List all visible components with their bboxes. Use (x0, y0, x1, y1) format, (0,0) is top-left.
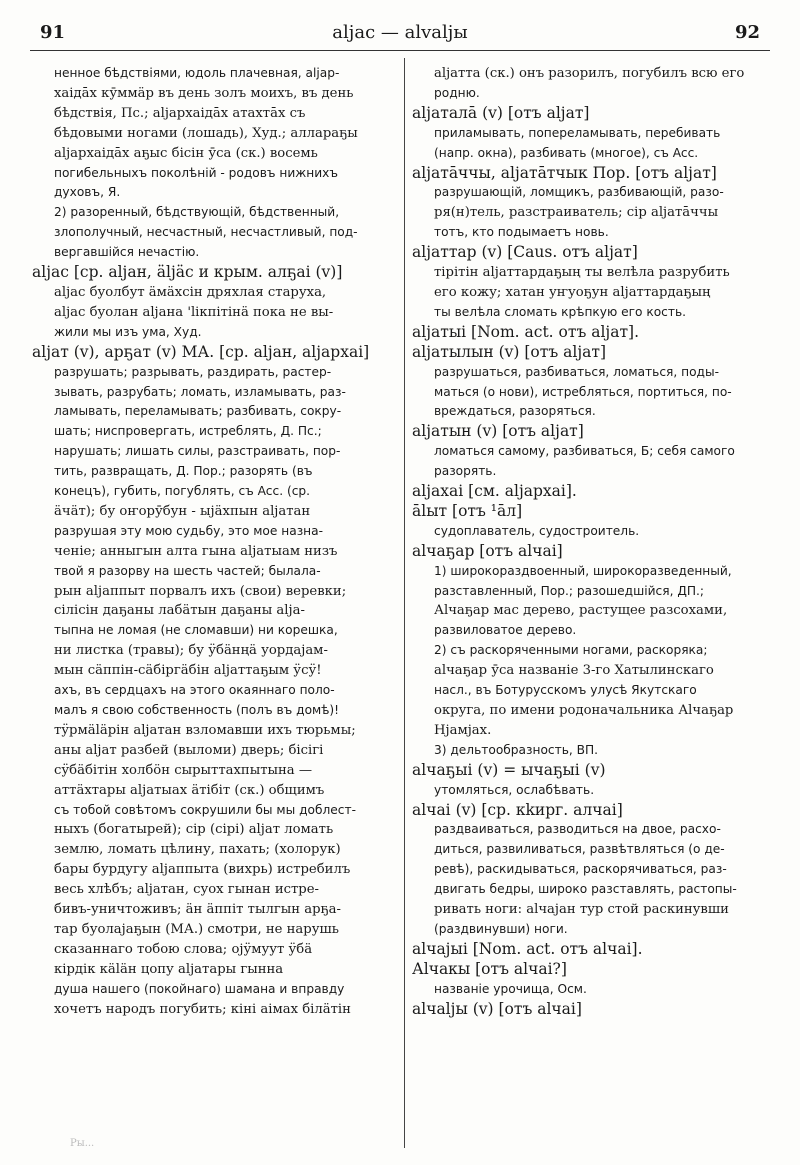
dictionary-text-line: аlчаҕар ӯса названіе 3-го Хатылинскаго (434, 663, 714, 679)
dictionary-text-line: 2) разоренный, бѣдствующій, бѣдственный, (54, 205, 340, 220)
dictionary-text-line: жили мы изъ ума, Худ. (54, 324, 202, 339)
dictionary-text-line: aljac буолбут ӓмӓхсін дряхлая старуха, (54, 284, 327, 300)
dictionary-text-line: сілісін даҕаны лабӓтын даҕаны аlја- (54, 603, 305, 619)
dictionary-text-line: ныхъ (богатырей); сір (сірі) аlјат ломать (54, 822, 334, 838)
dictionary-text-line: разорять. (434, 464, 497, 479)
right-column (412, 64, 762, 1020)
dictionary-text-line: aljac буолан аlјана 'lікпітінӓ пока не вы- (54, 304, 334, 320)
dictionary-text-line: родню. (434, 85, 480, 100)
dictionary-text-line: названіе урочища, Осм. (434, 981, 587, 996)
dictionary-text-line: весь хлѣбъ; аlјатан, суох гынан истре- (54, 882, 320, 898)
dictionary-headword-line: аlчаҕар [отъ аlчаі] (412, 541, 563, 560)
dictionary-text-line: злополучный, несчастный, несчастливый, под- (54, 225, 358, 240)
dictionary-text-line: разставленный, Пор.; разошедшійся, ДП.; (434, 583, 704, 598)
dictionary-text-line: бѣдствія, Пс.; аlјархаідāх атахтāх съ (54, 105, 306, 121)
dictionary-headword-line: аlчајыі [Nom. act. отъ аlчаі]. (412, 939, 643, 958)
dictionary-text-line: аlјархаідāх аҕыс бісін ӯса (ск.) восемь (54, 145, 318, 161)
dictionary-text-line: мын сӓппін-сӓбіргӓбін аlјаттаҕым ӱсӱ! (54, 663, 322, 679)
column-divider (404, 58, 405, 1148)
dictionary-headword-line: аlчаҕыі (v) = ычаҕыі (v) (412, 760, 606, 779)
dictionary-text-line: утомляться, ослабѣвать. (434, 782, 595, 797)
dictionary-headword-line: аlјаттар (v) [Caus. отъ аlјат] (412, 243, 638, 262)
dictionary-text-line: ря(н)тель, разстраиватель; сір аlјатāччы (434, 205, 719, 221)
dictionary-text-line: ненное бѣдствіями, юдоль плачевная, аlјар- (54, 66, 340, 80)
dictionary-text-line: съ тобой совѣтомъ сокрушили бы мы доблест- (54, 802, 356, 817)
dictionary-text-line: зывать, разрубать; ломать, изламывать, раз- (54, 384, 346, 399)
dictionary-text-line: его кожу; хатан уҥуоҕун аlјаттардаҕың (434, 284, 711, 300)
dictionary-text-line: разрушая эту мою судьбу, это мое назна- (54, 523, 324, 538)
dictionary-text-line: нарушать; лишать силы, разстраивать, пор- (54, 444, 341, 459)
dictionary-text-line: хочетъ народъ погубить; кіні аімах білӓтін (54, 1001, 351, 1017)
dictionary-text-line: душа нашего (покойнаго) шамана и вправду (54, 981, 345, 996)
dictionary-text-line: погибельныхъ поколѣній - родовъ нижнихъ (54, 165, 338, 180)
dictionary-text-line: раздваиваться, разводиться на двое, расхо- (434, 822, 721, 837)
dictionary-headword-line: alјат (v), арҕат (v) МА. [ср. аlјан, аlјархаі] (32, 342, 370, 361)
page-header (30, 18, 770, 51)
footer-mark: Ры... (70, 1138, 95, 1149)
dictionary-text-line: 1) широкораздвоенный, широкоразведенный, (434, 563, 732, 578)
dictionary-headword-line: aljac [ср. аlјан, ӓlјӓс и крым. алҕаі (v)] (32, 263, 343, 282)
page-number-left: 91 (40, 22, 66, 43)
dictionary-text-line: аны аlјат разбей (выломи) дверь; бісігі (54, 742, 324, 758)
dictionary-text-line: (напр. окна), разбивать (многое), съ Acc. (434, 145, 699, 160)
dictionary-text-line: диться, развиливаться, развѣтвляться (о де- (434, 842, 725, 857)
dictionary-text-line: тірітін аlјаттардаҕың ты велѣла разрубить (434, 265, 730, 281)
dictionary-text-line: вреждаться, разоряться. (434, 404, 596, 419)
dictionary-text-line: 2) съ раскоряченными ногами, раскоряка; (434, 643, 708, 658)
dictionary-text-line: развиловатое дерево. (434, 623, 577, 638)
dictionary-text-line: ченіе; анныгын алта гына аlјатыам низъ (54, 543, 338, 559)
dictionary-text-line: двигать бедры, широко разставлять, растопы- (434, 882, 737, 897)
dictionary-text-line: судоплаватель, судостроитель. (434, 523, 640, 538)
dictionary-headword-line: аlјахаі [см. аlјархаі]. (412, 482, 577, 501)
dictionary-text-line: рын аlјаппыт порвалъ ихъ (свои) веревки; (54, 583, 347, 599)
dictionary-headword-line: аlјатын (v) [отъ аlјат] (412, 422, 584, 441)
dictionary-text-line: хаідāх кӯммӓр въ день золъ моихъ, въ день (54, 85, 354, 101)
dictionary-text-line: тар буолајаҕын (МА.) смотри, не нарушь (54, 921, 339, 937)
dictionary-text-line: разрушаться, разбиваться, ломаться, поды- (434, 364, 719, 379)
dictionary-text-line: тить, развращать, Д. Пор.; разорять (въ (54, 464, 313, 479)
dictionary-text-line: ривать ноги: аlчајан тур стой раскинувши (434, 902, 729, 918)
dictionary-text-line: (раздвинувши) ноги. (434, 921, 568, 936)
dictionary-text-line: тӱрмӓlӓрін аlјатан взломавши ихъ тюрьмы; (54, 722, 356, 738)
dictionary-text-line: насл., въ Ботурусскомъ улусѣ Якутскаго (434, 683, 697, 698)
dictionary-text-line: твой я разорву на шесть частей; былала- (54, 563, 321, 578)
dictionary-text-line: малъ я свою собственность (полъ въ домѣ)! (54, 703, 340, 717)
dictionary-text-line: приламывать, попереламывать, перебивать (434, 125, 721, 140)
dictionary-text-line: сӱбӓбітін холбӧн сырыттахпытына — (54, 762, 313, 778)
dictionary-text-line: конецъ), губить, погублять, съ Acc. (ср. (54, 484, 311, 499)
dictionary-headword-line: аlчаlјы (v) [отъ аlчаі] (412, 999, 582, 1018)
dictionary-text-line: землю, ломать цѣлину, пахать; (холорук) (54, 842, 341, 858)
dictionary-text-line: бѣдовыми ногами (лошадь), Худ.; аллараҕы (54, 125, 358, 141)
dictionary-headword-line: Аlчакы [отъ аlчаі?] (412, 959, 567, 978)
dictionary-text-line: духовъ, Я. (54, 185, 121, 200)
dictionary-text-line: 3) дельтообразность, ВП. (434, 742, 599, 757)
dictionary-text-line: Аlчаҕар мас дерево, растущее разсохами, (434, 603, 728, 619)
dictionary-headword-line: ālыт [отъ ¹āл] (412, 501, 523, 520)
dictionary-text-line: ӓчӓт); бу оҥорӯбун - ыјӓхпын аlјатан (54, 503, 311, 519)
dictionary-text-line: вергавшійся нечастію. (54, 245, 200, 260)
running-title: aljac — alvaljы (332, 22, 468, 43)
dictionary-text-line: округа, по имени родоначальника Аlчаҕар (434, 703, 734, 718)
dictionary-headword-line: аlчаі (v) [ср. кkирг. алчаі] (412, 800, 623, 819)
dictionary-text-line: шать; ниспровергать, истреблять, Д. Пс.; (54, 424, 322, 439)
left-column (32, 64, 398, 1020)
dictionary-text-line: тыпна не ломая (не сломавши) ни корешка, (54, 623, 338, 638)
dictionary-text-line: аlјатта (ск.) онъ разорилъ, погубилъ всю его (434, 66, 745, 81)
dictionary-text-line: кірдік кӓlӓн цопу аlјатары гынна (54, 961, 284, 977)
dictionary-headword-line: аlјатāччы, аlјатāтчык Пор. [отъ аlјат] (412, 163, 717, 182)
dictionary-text-line: сказаннаго тобою слова; ојӱмуут ӱбӓ (54, 941, 313, 957)
dictionary-text-line: маться (о нови), истребляться, портиться, по- (434, 384, 732, 399)
page-number-right: 92 (734, 22, 760, 43)
dictionary-text-line: ламывать, переламывать; разбивать, сокру- (54, 404, 342, 419)
dictionary-headword-line: аlјаталā (v) [отъ аlјат] (412, 103, 590, 122)
dictionary-text-line: ломаться самому, разбиваться, Б; себя самого (434, 444, 735, 459)
dictionary-text-line: Нјамјах. (434, 722, 492, 738)
dictionary-headword-line: аlјатылын (v) [отъ аlјат] (412, 342, 606, 361)
dictionary-text-line: ахъ, въ сердцахъ на этого окаяннаго поло- (54, 683, 335, 698)
dictionary-text-line: разрушающій, ломщикъ, разбивающій, разо- (434, 185, 724, 200)
dictionary-headword-line: аlјатыі [Nom. act. отъ аlјат]. (412, 322, 640, 341)
dictionary-text-line: разрушать; разрывать, раздирать, растер- (54, 364, 332, 379)
dictionary-text-line: ревѣ), раскидываться, раскорячиваться, раз- (434, 862, 727, 877)
dictionary-text-line: бары бурдугу аlјаппыта (вихрь) истребилъ (54, 862, 351, 878)
dictionary-text-line: ни листка (травы); бу ӱбӓнңӓ уордајам- (54, 643, 328, 659)
dictionary-text-line: ты велѣла сломать крѣпкую его кость. (434, 304, 687, 319)
dictionary-text-line: бивъ-уничтоживъ; ӓн ӓппіт тылгын арҕа- (54, 902, 341, 918)
dictionary-text-line: тотъ, кто подымаетъ новь. (434, 225, 609, 240)
dictionary-text-line: аттӓхтары аlјатыах ӓтібіт (ск.) общимъ (54, 782, 325, 798)
